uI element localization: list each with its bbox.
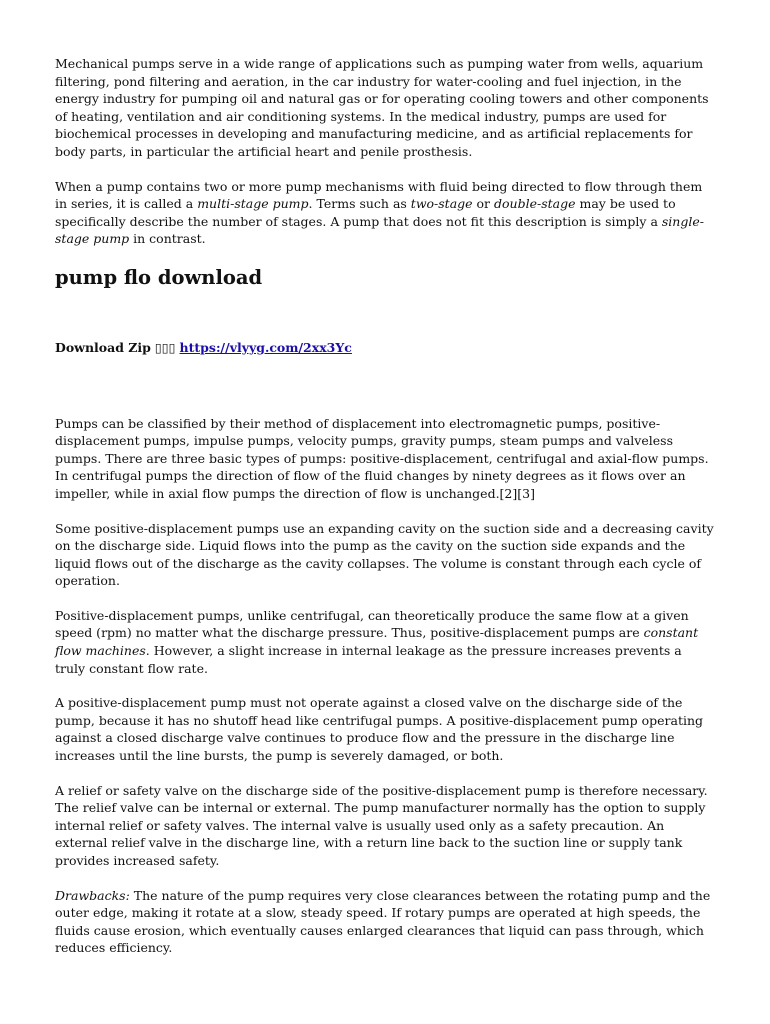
text-segment: Positive-displacement pumps, unlike centrifugal, can theoretically produce the same flow at a given speed (rpm) no matter what the discharge pressure. Thus, positive-displacement pumps are xyxy=(55,607,689,641)
intro-paragraph-multistage xyxy=(55,178,715,248)
term-multi-stage: multi-stage pump xyxy=(197,196,309,212)
text-segment: . However, a slight increase in internal leakage as the pressure increases prevents a truly constant flow rate. xyxy=(55,643,682,676)
page-heading: pump flo download xyxy=(55,265,263,289)
intro-paragraph-applications: Mechanical pumps serve in a wide range of applications such as pumping water from wells, aquarium filtering, pond filtering and aeration, in the car industry for water-cooling and fuel injection, in the energy industry for pumping oil and natural gas or for operating cooling towers and other components of heating, ventilation and air conditioning systems. In the medical industry, pumps are used for biochemical processes in developing and manufacturing medicine, and as artificial replacements for body parts, in particular the artificial heart and penile prosthesis. xyxy=(55,56,709,159)
term-constant-flow-machines: constant flow machines xyxy=(55,625,699,659)
term-drawbacks: Drawbacks: xyxy=(55,887,130,903)
text-segment: . Terms such as xyxy=(308,196,411,212)
term-single-stage: single-stage pump xyxy=(55,213,704,247)
text-segment: When a pump contains two or more pump mechanisms with fluid being directed to flow through them in series, it is called a xyxy=(55,178,703,212)
body-paragraph-drawbacks xyxy=(55,887,715,957)
download-link[interactable]: https://vlyyg.com/2xx3Yc xyxy=(179,339,352,355)
text-segment: or xyxy=(472,196,495,212)
arrow-glyphs: ▯▯▯ xyxy=(154,339,176,355)
body-paragraph-classification: Pumps can be classified by their method of displacement into electromagnetic pumps, positive-displacement pumps, impulse pumps, velocity pumps, gravity pumps, steam pumps and valveless pumps. There are three basic types of pumps: positive-displacement, centrifugal and axial-flow pumps. In centrifugal pumps the direction of flow of the fluid changes by ninety degrees as it flows over an impeller, while in axial flow pumps the direction of flow is unchanged.[2][3] xyxy=(55,415,709,501)
text-segment: may be used to specifically describe the number of stages. A pump that does not fit this description is simply a xyxy=(55,196,676,229)
text-segment: in contrast. xyxy=(129,231,206,247)
download-line xyxy=(55,339,715,357)
body-paragraph-relief-valve: A relief or safety valve on the discharge side of the positive-displacement pump is therefore necessary. The relief valve can be internal or external. The pump manufacturer normally has the option to supply internal relief or safety valves. The internal valve is usually used only as a safety precaution. An external relief valve in the discharge line, with a return line back to the suction line or supply tank provides increased safety. xyxy=(55,782,708,868)
text-segment: The nature of the pump requires very close clearances between the rotating pump and the outer edge, making it rotate at a slow, steady speed. If rotary pumps are operated at high speeds, the fluids cause erosion, which eventually causes enlarged clearances that liquid can pass through, which reduces efficiency. xyxy=(55,887,711,956)
term-two-stage: two-stage xyxy=(410,196,473,212)
document-page xyxy=(55,55,715,974)
body-paragraph-constant-flow xyxy=(55,607,715,677)
download-label: Download Zip xyxy=(55,339,151,355)
spacer xyxy=(55,357,715,415)
term-double-stage: double-stage xyxy=(494,196,576,212)
body-paragraph-cavity: Some positive-displacement pumps use an expanding cavity on the suction side and a decreasing cavity on the discharge side. Liquid flows into the pump as the cavity on the suction side expands and the liquid flows out of the discharge as the cavity collapses. The volume is constant through each cycle of operation. xyxy=(55,520,714,589)
body-paragraph-closed-valve: A positive-displacement pump must not operate against a closed valve on the discharge side of the pump, because it has no shutoff head like centrifugal pumps. A positive-displacement pump operating against a closed discharge valve continues to produce flow and the pressure in the discharge line increases until the line bursts, the pump is severely damaged, or both. xyxy=(55,695,704,764)
